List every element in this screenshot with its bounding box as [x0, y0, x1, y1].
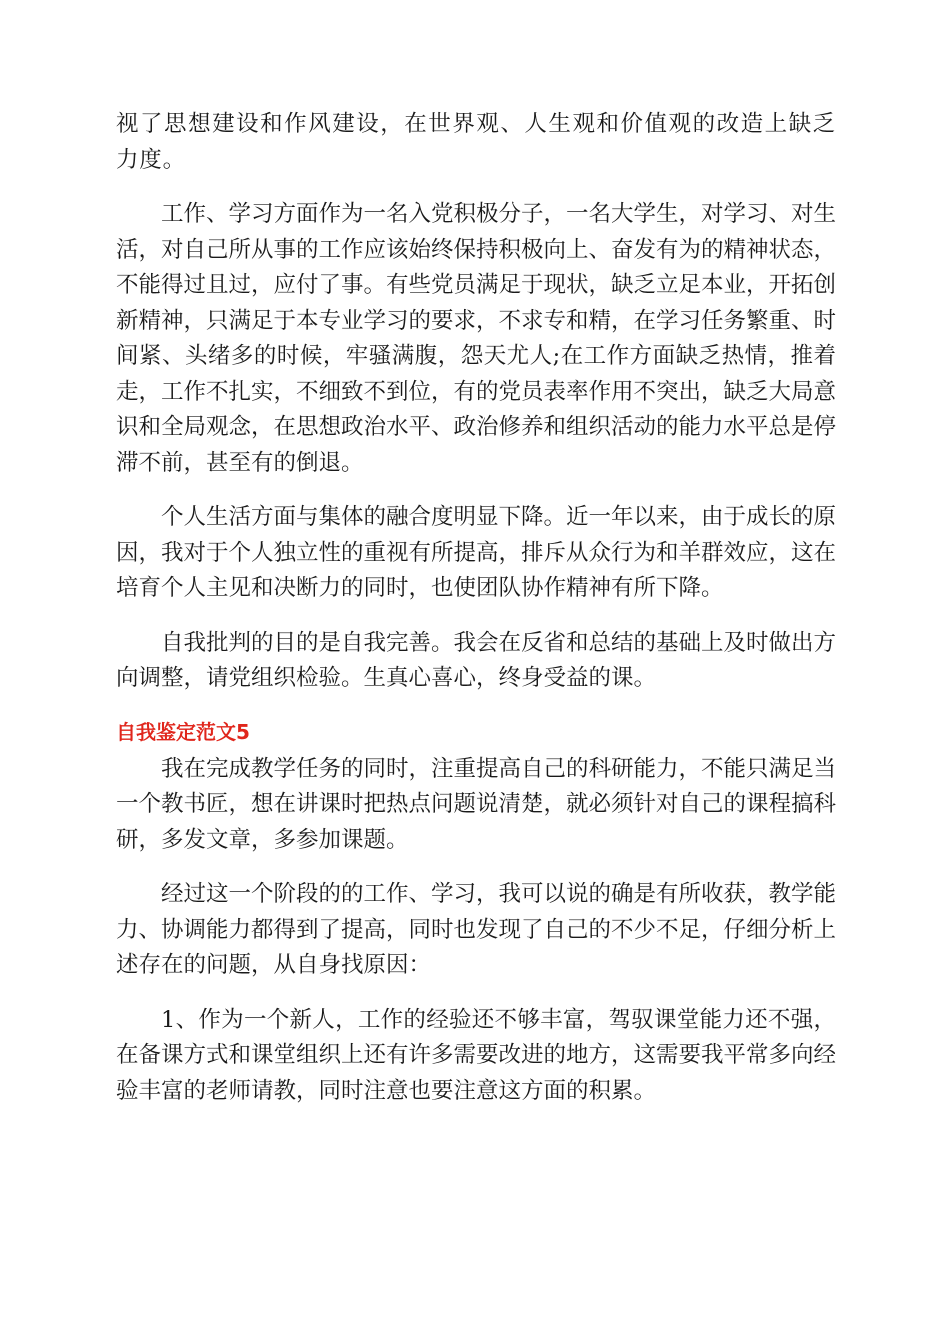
paragraph-work-study: 工作、学习方面作为一名入党积极分子，一名大学生，对学习、对生活，对自己所从事的工作应该始终保持积极向上、奋发有为的精神状态，不能得过且过，应付了事。有些党员满足于现状，缺乏立足本业，开拓创新精神，只满足于本专业学习的要求，不求专和精，在学习任务繁重、时间紧、头绪多的时候，牢骚满腹，怨天尤人;在工作方面缺乏热情，推着走，工作不扎实，不细致不到位，有的党员表率作用不突出，缺乏大局意识和全局观念，在思想政治水平、政治修养和组织活动的能力水平总是停滞不前，甚至有的倒退。	[116, 201, 837, 476]
paragraph-self-criticism: 自我批判的目的是自我完善。我会在反省和总结的基础上及时做出方向调整，请党组织检验。生真心喜心，终身受益的课。	[116, 629, 837, 691]
section-heading: 自我鉴定范文5	[116, 719, 250, 744]
paragraph-point-1: 1、作为一个新人，工作的经验还不够丰富，驾驭课堂能力还不强，在备课方式和课堂组织上还有许多需要改进的地方，这需要我平常多向经验丰富的老师请教，同时注意也要注意这方面的积累。	[116, 1006, 837, 1104]
paragraph-research: 我在完成教学任务的同时，注重提高自己的科研能力，不能只满足当一个教书匠，想在讲课时把热点问题说清楚，就必须针对自己的课程搞科研，多发文章，多参加课题。	[116, 755, 837, 853]
paragraph-personal-life: 个人生活方面与集体的融合度明显下降。近一年以来，由于成长的原因，我对于个人独立性的重视有所提高，排斥从众行为和羊群效应，这在培育个人主见和决断力的同时，也使团队协作精神有所下降。	[116, 504, 837, 601]
document-body	[116, 107, 836, 1109]
paragraph-continued: 视了思想建设和作风建设，在世界观、人生观和价值观的改造上缺乏力度。	[116, 111, 836, 173]
paragraph-reflection: 经过这一个阶段的的工作、学习，我可以说的确是有所收获，教学能力、协调能力都得到了提高，同时也发现了自己的不少不足，仔细分析上述存在的问题，从自身找原因：	[116, 881, 837, 978]
